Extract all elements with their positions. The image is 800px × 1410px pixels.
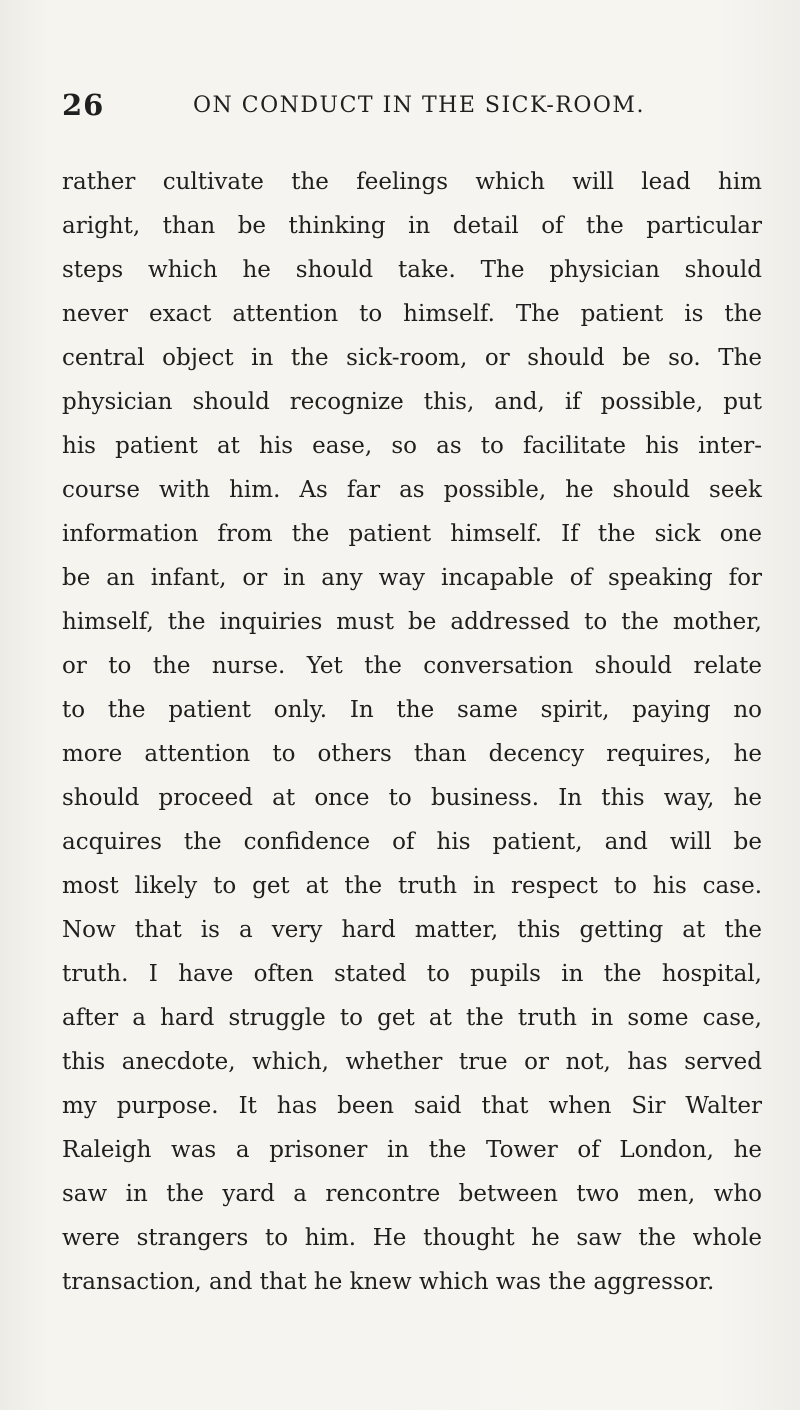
page-number: 26 (62, 88, 105, 122)
text-line: acquires the confidence of his patient, and will be (62, 829, 762, 855)
text-line: or to the nurse. Yet the conversation should relate (62, 653, 762, 679)
text-line: truth. I have often stated to pupils in the hospital, (62, 961, 762, 987)
text-line: most likely to get at the truth in respect to his case. (62, 873, 762, 899)
text-line: central object in the sick-room, or should be so. The (62, 345, 762, 371)
text-line: more attention to others than decency requires, he (62, 741, 762, 767)
text-line: rather cultivate the feelings which will lead him (62, 169, 762, 195)
text-line: himself, the inquiries must be addressed to the mother, (62, 609, 762, 635)
page-header (62, 88, 762, 128)
text-line: transaction, and that he knew which was the aggressor. (62, 1269, 715, 1295)
text-line: after a hard struggle to get at the truth in some case, (62, 1005, 762, 1031)
text-line: course with him. As far as possible, he should seek (62, 477, 762, 503)
text-line: be an infant, or in any way incapable of speaking for (62, 565, 762, 591)
text-line: Raleigh was a prisoner in the Tower of London, he (62, 1137, 762, 1163)
text-line: should proceed at once to business. In this way, he (62, 785, 762, 811)
text-line: his patient at his ease, so as to facilitate his inter- (62, 433, 762, 459)
text-line: my purpose. It has been said that when Sir Walter (62, 1093, 762, 1119)
text-line: physician should recognize this, and, if possible, put (62, 389, 762, 415)
text-line: never exact attention to himself. The patient is the (62, 301, 762, 327)
text-line: to the patient only. In the same spirit, paying no (62, 697, 762, 723)
text-line: were strangers to him. He thought he saw the whole (62, 1225, 762, 1251)
text-line: aright, than be thinking in detail of the particular (62, 213, 762, 239)
text-line: Now that is a very hard matter, this getting at the (62, 917, 762, 943)
text-line: saw in the yard a rencontre between two men, who (62, 1181, 762, 1207)
text-line: information from the patient himself. If the sick one (62, 521, 762, 547)
text-line: steps which he should take. The physician should (62, 257, 762, 283)
text-line: this anecdote, which, whether true or not, has served (62, 1049, 762, 1075)
running-head: ON CONDUCT IN THE SICK-ROOM. (193, 93, 645, 118)
